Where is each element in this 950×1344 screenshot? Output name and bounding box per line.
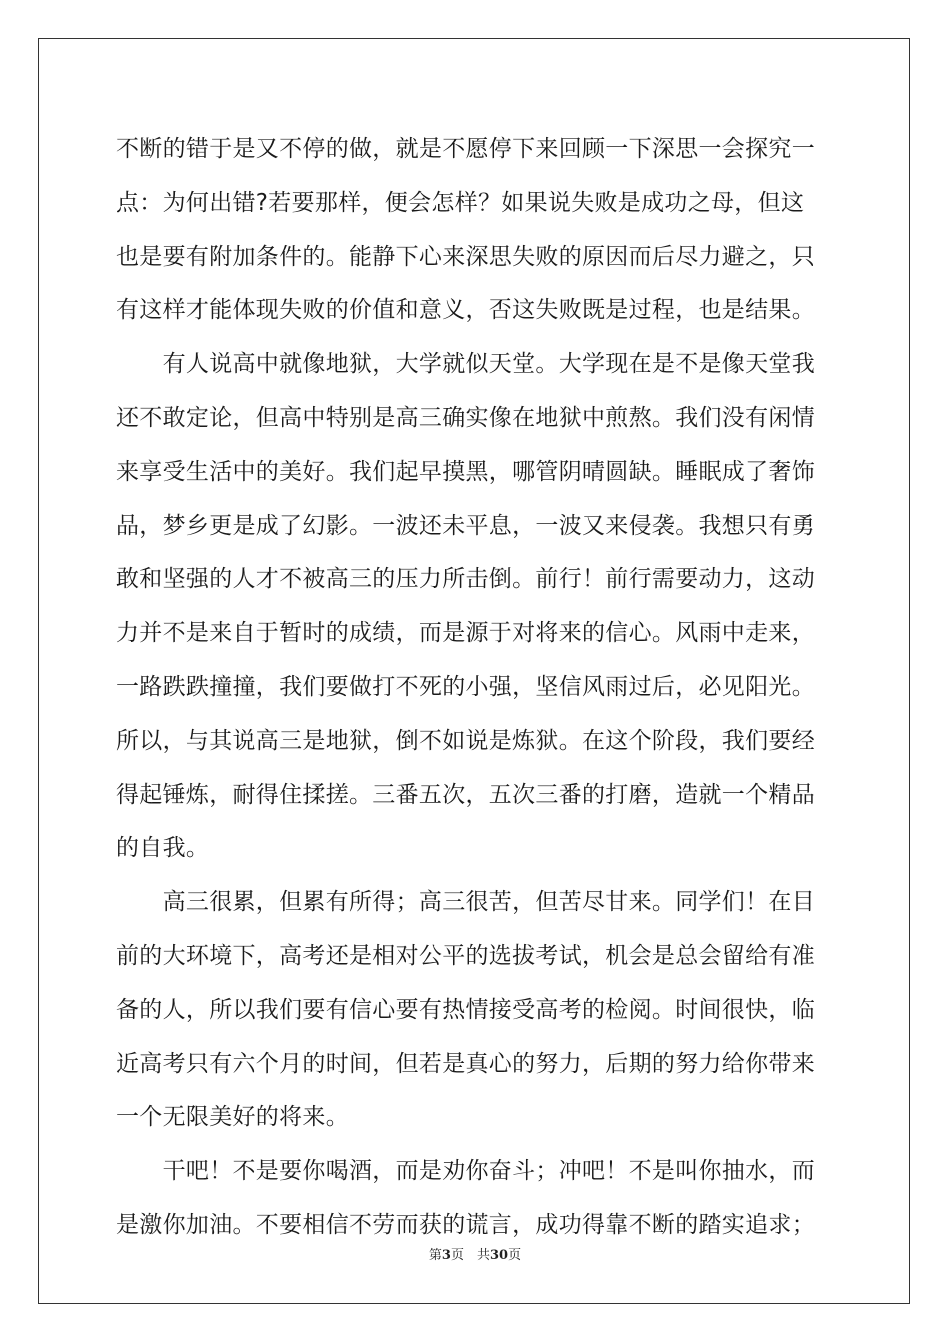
- text-line: 有这样才能体现失败的价值和意义，否这失败既是过程，也是结果。: [116, 297, 815, 324]
- text-line: 前的大环境下，高考还是相对公平的选拔考试，机会是总会留给有准: [116, 942, 815, 969]
- page-suffix: 页: [508, 1248, 522, 1263]
- text-line: 来享受生活中的美好。我们起早摸黑，哪管阴晴圆缺。睡眠成了奢饰: [116, 458, 815, 485]
- text-line: 备的人，所以我们要有信心要有热情接受高考的检阅。时间很快，临: [116, 996, 815, 1023]
- text-line: 一个无限美好的将来。: [116, 1104, 349, 1131]
- text-line: 力并不是来自于暂时的成绩，而是源于对将来的信心。风雨中走来，: [116, 620, 815, 647]
- text-line: 有人说高中就像地狱，大学就似天堂。大学现在是不是像天堂我: [116, 351, 815, 378]
- page-prefix: 第: [428, 1248, 442, 1263]
- page-footer: [0, 1244, 950, 1263]
- text-line: 高三很累，但累有所得；高三很苦，但苦尽甘来。同学们！在目: [116, 889, 815, 916]
- document-body: [116, 123, 836, 1253]
- text-line: 所以，与其说高三是地狱，倒不如说是炼狱。在这个阶段，我们要经: [116, 727, 815, 754]
- text-line: 的自我。: [116, 835, 210, 862]
- text-line: 近高考只有六个月的时间，但若是真心的努力，后期的努力给你带来: [116, 1050, 815, 1077]
- text-line: 干吧！不是要你喝酒，而是劝你奋斗；冲吧！不是叫你抽水，而: [116, 1158, 815, 1185]
- total-pages: 30: [489, 1248, 509, 1263]
- text-line: 不断的错于是又不停的做，就是不愿停下来回顾一下深思一会探究一: [116, 136, 815, 162]
- text-line: 得起锤炼，耐得住揉搓。三番五次，五次三番的打磨，造就一个精品: [116, 781, 815, 808]
- text-line: 敢和坚强的人才不被高三的压力所击倒。前行！前行需要动力，这动: [116, 566, 815, 593]
- text-line: 还不敢定论，但高中特别是高三确实像在地狱中煎熬。我们没有闲情: [116, 404, 815, 431]
- text-line: 是激你加油。不要相信不劳而获的谎言，成功得靠不断的踏实追求；: [116, 1211, 815, 1238]
- page-number: 3: [441, 1248, 451, 1263]
- text-line: 一路跌跌撞撞，我们要做打不死的小强，坚信风雨过后，必见阳光。: [116, 673, 815, 700]
- page-mid: 页 共: [450, 1248, 490, 1263]
- text-line: 品，梦乡更是成了幻影。一波还未平息，一波又来侵袭。我想只有勇: [116, 512, 815, 539]
- text-line: 点：为何出错?若要那样，便会怎样？如果说失败是成功之母，但这: [116, 189, 805, 216]
- text-line: 也是要有附加条件的。能静下心来深思失败的原因而后尽力避之，只: [116, 243, 815, 270]
